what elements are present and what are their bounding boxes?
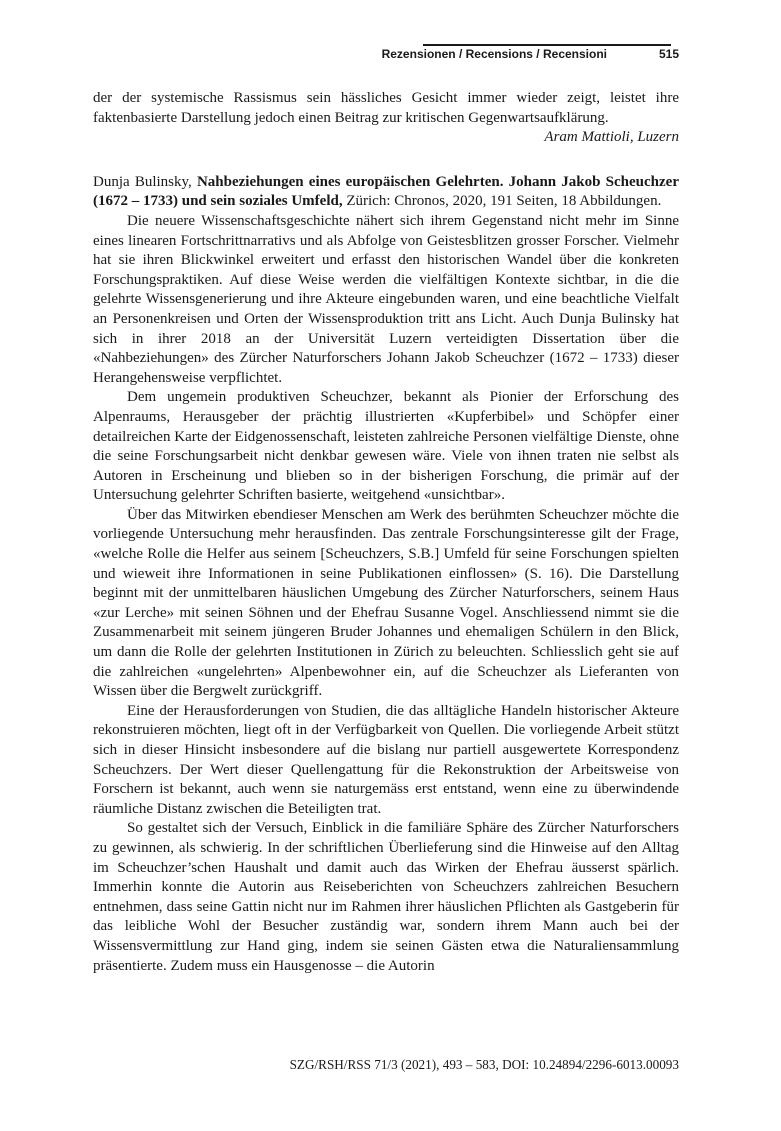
journal-footer: SZG/RSH/RSS 71/3 (2021), 493 – 583, DOI: 10.24894/2296-6013.00093 [289,1057,679,1072]
page-header [93,38,679,64]
citation-publication: Zürich: Chronos, 2020, 191 Seiten, 18 Abbildungen. [346,193,662,210]
review-paragraph-1: Die neuere Wissenschaftsgeschichte nähert sich ihrem Gegenstand nicht mehr im Sinne eines linearen Fortschrittnarrativs und als Abfolge von Geistesblitzen grosser Forscher. Vielmehr hat sie ihren Blickwinkel erweitert und erfasst den historischen Wandel über die konkreten Forschungspraktiken. Auf diese Weise werden die vielfältigen Kontexte sichtbar, in die die gelehrte Wissensgenerierung und ihre Akteure eingebunden waren, und eine beachtliche Vielfalt an Personenkreisen und Orten der Wissensproduktion tritt ans Licht. Auch Dunja Bulinsky hat sich in ihrer 2018 an der Universität Luzern verteidigten Dissertation über die «Nahbeziehungen» des Zürcher Naturforschers Johann Jakob Scheuchzer (1672 – 1733) dieser Herangehensweise verpflichtet. [93,212,679,386]
review-paragraph-3: Über das Mitwirken ebendieser Menschen am Werk des berühmten Scheuchzer möchte die vorliegende Untersuchung mehr herausfinden. Das zentrale Forschungsinteresse gilt der Frage, «welche Rolle die Helfer aus seinem [Scheuchzers, S.B.] Umfeld für seine Forschungen spielten und wieweit ihre Informationen in seine Publikationen einflossen» (S. 16). Die Darstellung beginnt mit der unmittelbaren häuslichen Umgebung des Zürcher Naturforschers, seinem Haus «zur Lerche» mit seinen Söhnen und der Ehefrau Susanne Vogel. Anschliessend nimmt sie die Zusammenarbeit mit seinem jüngeren Bruder Johannes und ehemaligen Schülern in den Blick, um dann die Rolle der gelehrten Institutionen in Zürich zu beleuchten. Schliesslich geht sie auf die zahlreichen «ungelehrten» Alpenbewohner ein, auf die Scheuchzer als Lieferanten von Wissen über die Bergwelt zurückgriff. [93,506,679,700]
citation-author: Dunja Bulinsky, [93,173,192,190]
review-paragraph-2: Dem ungemein produktiven Scheuchzer, bekannt als Pionier der Erforschung des Alpenraums, Herausgeber der prächtig illustrierten «Kupferbibel» und Schöpfer einer detailreichen Karte der Eidgenossenschaft, leisteten zahlreiche Personen vielfältige Dienste, ohne die seine Forschungsarbeit nicht denkbar gewesen wäre. Viele von ihnen traten nie selbst als Autoren in Erscheinung und blieben so in der bisherigen Forschung, die primär auf der Untersuchung gelehrter Schriften basierte, weitgehend «unsichtbar». [93,389,679,504]
review-citation [93,173,679,212]
page-body [93,89,679,976]
continuation-paragraph: der der systemische Rassismus sein hässliches Gesicht immer wieder zeigt, leistet ihre faktenbasierte Darstellung jedoch einen Beitrag zur kritischen Gegenwartsaufklärung. [93,90,679,126]
header-rule [423,44,671,46]
review-signature: Aram Mattioli, Luzern [544,129,679,146]
page-number: 515 [658,47,679,61]
review-paragraph-5: So gestaltet sich der Versuch, Einblick in die familiäre Sphäre des Zürcher Naturforschers zu gewinnen, als schwierig. In der schriftlichen Überlieferung sind die Hinweise auf den Alltag im Scheuchzer’schen Haushalt und damit auch das Wirken der Ehefrau äusserst spärlich. Immerhin konnte die Autorin aus Reiseberichten von Scheuchzers zahlreichen Besuchern entnehmen, dass seine Gattin nicht nur im Rahmen ihrer häuslichen Pflichten als Gastgeberin für das leibliche Wohl der Besucher zuständig war, sondern ihrem Mann auch bei der Wissensvermittlung zur Hand ging, indem sie seinen Gästen etwa die Naturaliensammlung präsentierte. Zudem muss ein Hausgenosse – die Autorin [93,820,679,974]
running-head: Rezensionen / Recensions / Recensioni [381,47,607,61]
review-paragraph-4: Eine der Herausforderungen von Studien, die das alltägliche Handeln historischer Akteure rekonstruieren möchten, liegt oft in der Verfügbarkeit von Quellen. Die vorliegende Arbeit stützt sich in dieser Hinsicht insbesondere auf die bislang nur partiell ausgewertete Korrespondenz Scheuchzers. Der Wert dieser Quellengattung für die Rekonstruktion der Arbeitsweise von Forschern ist bekannt, auch wenn sie naturgemäss erst entstand, wenn eine zu überwindende räumliche Distanz zwischen die Beteiligten trat. [93,702,679,817]
citation-title: Nahbeziehungen eines europäischen Gelehrten. Johann Jakob Scheuchzer (1672 – 1733) und sein soziales Umfeld, [93,173,679,210]
